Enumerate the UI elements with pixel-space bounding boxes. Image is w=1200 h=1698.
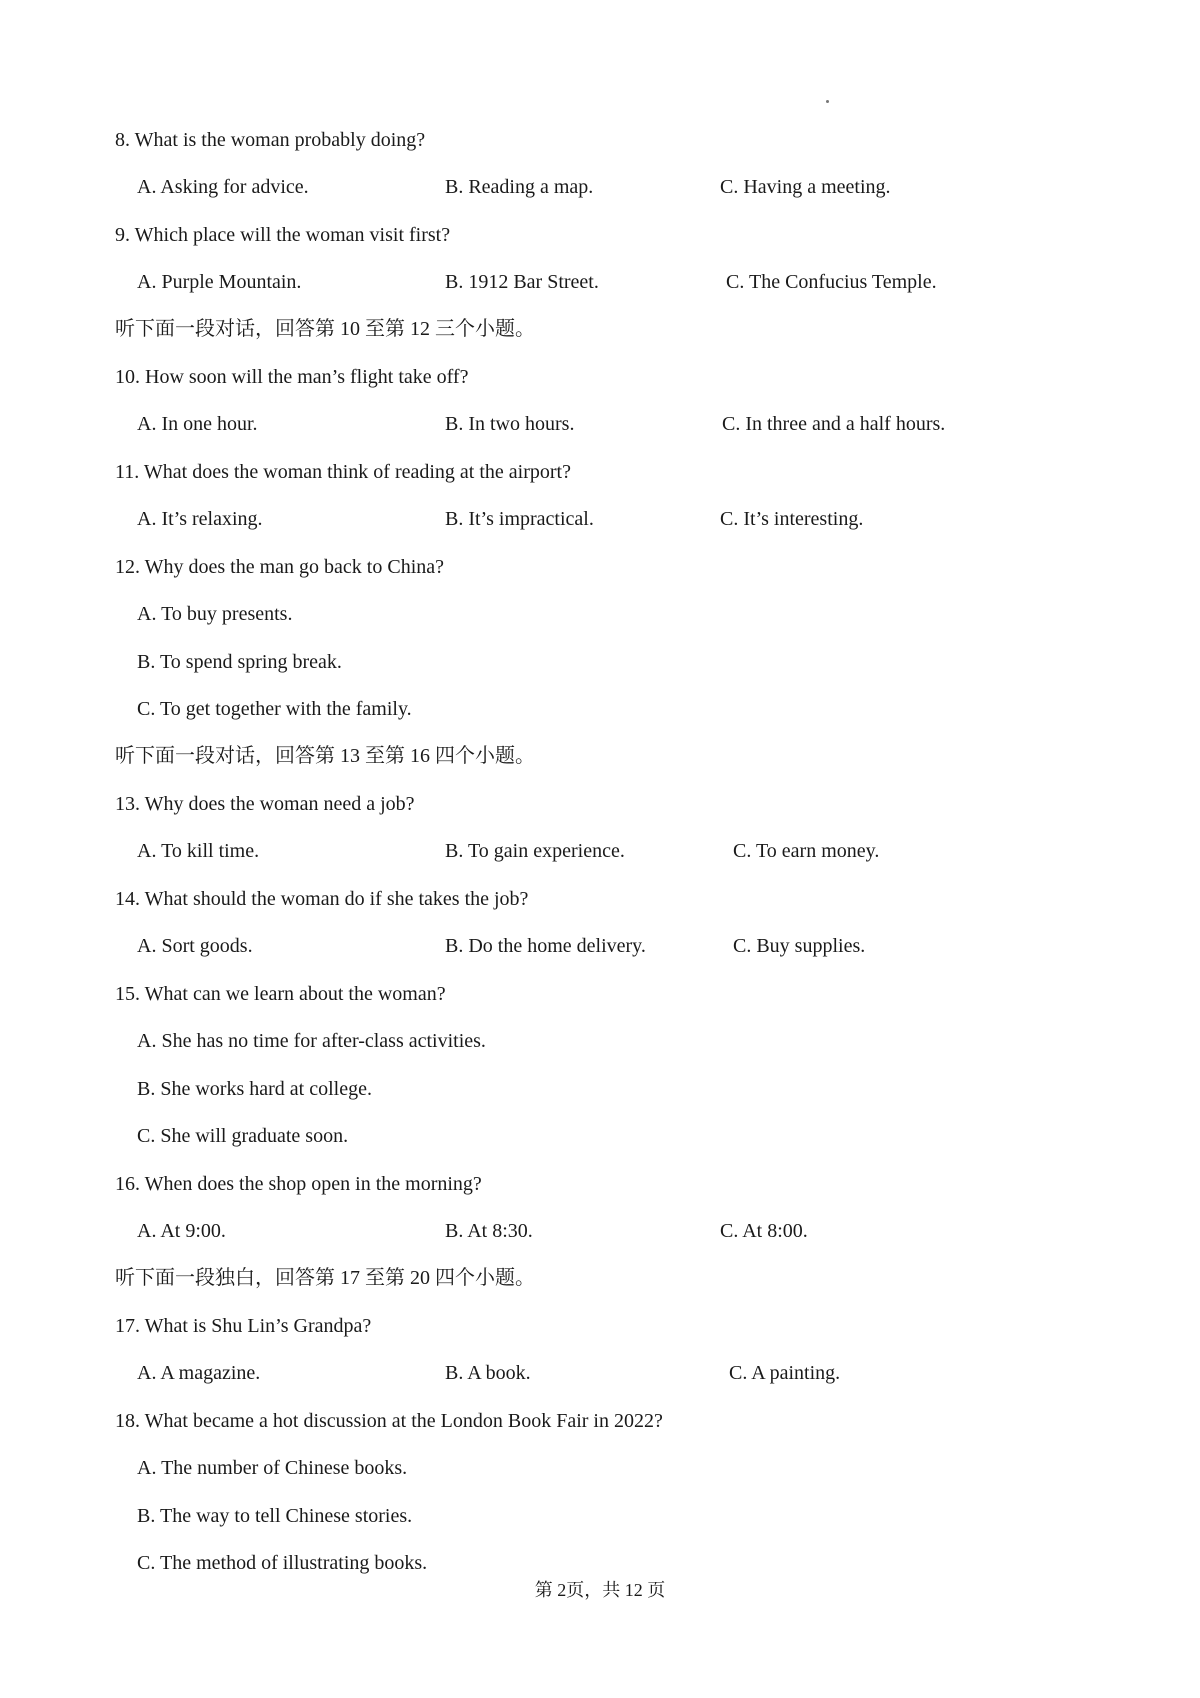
question-text: 15. What can we learn about the woman? <box>115 983 446 1005</box>
option-line <box>0 1501 1200 1531</box>
option-b: B. The way to tell Chinese stories. <box>137 1505 413 1527</box>
option-a: A. The number of Chinese books. <box>137 1457 408 1479</box>
question-text: 16. When does the shop open in the morning? <box>115 1173 482 1195</box>
question-text: 10. How soon will the man’s flight take off? <box>115 366 469 388</box>
section-text: 听下面一段对话，回答第 13 至第 16 四个小题。 <box>115 745 535 767</box>
options-17 <box>0 1358 1200 1388</box>
section-instruction-1 <box>0 314 1200 344</box>
question-14 <box>0 884 1200 914</box>
option-line <box>0 1548 1200 1578</box>
option-line <box>0 599 1200 629</box>
option-a: A. It’s relaxing. <box>137 508 263 530</box>
option-a: A. Purple Mountain. <box>137 271 302 293</box>
question-text: 14. What should the woman do if she takes the job? <box>115 888 529 910</box>
option-b: B. She works hard at college. <box>137 1078 372 1100</box>
option-b: B. Do the home delivery. <box>445 935 646 957</box>
option-c: C. In three and a half hours. <box>722 413 946 435</box>
question-text: 18. What became a hot discussion at the London Book Fair in 2022? <box>115 1410 663 1432</box>
question-10 <box>0 362 1200 392</box>
question-text: 9. Which place will the woman visit first? <box>115 224 451 246</box>
option-a: A. To kill time. <box>137 840 260 862</box>
question-15 <box>0 979 1200 1009</box>
option-line <box>0 694 1200 724</box>
option-line <box>0 1074 1200 1104</box>
options-11 <box>0 504 1200 534</box>
option-c: C. She will graduate soon. <box>137 1125 349 1147</box>
option-b: B. Reading a map. <box>445 176 594 198</box>
option-line <box>0 1453 1200 1483</box>
option-c: C. To get together with the family. <box>137 698 412 720</box>
options-16 <box>0 1216 1200 1246</box>
question-text: 8. What is the woman probably doing? <box>115 129 426 151</box>
option-a: A. Sort goods. <box>137 935 253 957</box>
option-c: C. It’s interesting. <box>720 508 864 530</box>
option-c: C. To earn money. <box>733 840 880 862</box>
option-c: C. Having a meeting. <box>720 176 891 198</box>
option-a: A. In one hour. <box>137 413 258 435</box>
question-11 <box>0 457 1200 487</box>
question-text: 11. What does the woman think of reading at the airport? <box>115 461 571 483</box>
option-line <box>0 1026 1200 1056</box>
question-text: 13. Why does the woman need a job? <box>115 793 415 815</box>
question-13 <box>0 789 1200 819</box>
question-17 <box>0 1311 1200 1341</box>
section-instruction-2 <box>0 741 1200 771</box>
page-number-footer: 第 2页，共 12 页 <box>534 1580 666 1600</box>
option-c: C. The method of illustrating books. <box>137 1552 428 1574</box>
option-a: A. Asking for advice. <box>137 176 309 198</box>
option-line <box>0 647 1200 677</box>
question-9 <box>0 220 1200 250</box>
option-b: B. To spend spring break. <box>137 651 342 673</box>
options-14 <box>0 931 1200 961</box>
option-a: A. A magazine. <box>137 1362 261 1384</box>
option-c: C. Buy supplies. <box>733 935 866 957</box>
option-b: B. To gain experience. <box>445 840 625 862</box>
option-a: A. At 9:00. <box>137 1220 226 1242</box>
options-10 <box>0 409 1200 439</box>
scan-speck <box>826 100 829 103</box>
option-b: B. In two hours. <box>445 413 575 435</box>
question-16 <box>0 1169 1200 1199</box>
section-text: 听下面一段独白，回答第 17 至第 20 四个小题。 <box>115 1267 535 1289</box>
question-12 <box>0 552 1200 582</box>
question-18 <box>0 1406 1200 1436</box>
option-line <box>0 1121 1200 1151</box>
option-c: C. A painting. <box>729 1362 841 1384</box>
question-text: 12. Why does the man go back to China? <box>115 556 445 578</box>
question-text: 17. What is Shu Lin’s Grandpa? <box>115 1315 372 1337</box>
option-a: A. To buy presents. <box>137 603 293 625</box>
option-b: B. At 8:30. <box>445 1220 533 1242</box>
option-c: C. At 8:00. <box>720 1220 808 1242</box>
options-8 <box>0 172 1200 202</box>
section-text: 听下面一段对话，回答第 10 至第 12 三个小题。 <box>115 318 535 340</box>
option-b: B. 1912 Bar Street. <box>445 271 599 293</box>
question-8 <box>0 125 1200 155</box>
options-13 <box>0 836 1200 866</box>
option-b: B. It’s impractical. <box>445 508 594 530</box>
options-9 <box>0 267 1200 297</box>
option-b: B. A book. <box>445 1362 531 1384</box>
option-c: C. The Confucius Temple. <box>726 271 937 293</box>
section-instruction-3 <box>0 1263 1200 1293</box>
option-a: A. She has no time for after-class activities. <box>137 1030 486 1052</box>
